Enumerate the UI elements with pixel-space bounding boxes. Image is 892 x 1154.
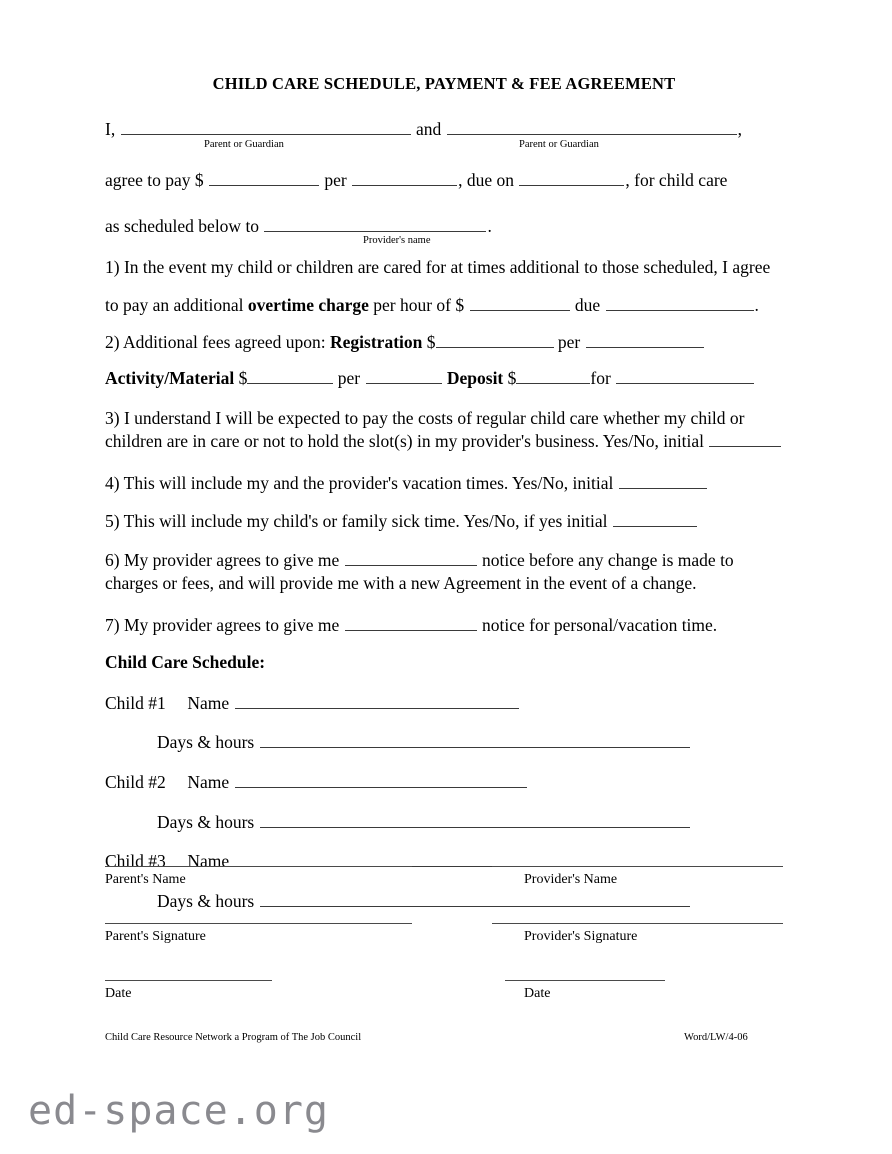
clause-7-pre: My provider agrees to give me xyxy=(123,614,340,635)
registration-per-label: per xyxy=(557,332,581,353)
clause-4-number: 4) xyxy=(105,473,120,493)
clause-4 xyxy=(105,472,785,493)
child-3-name-input[interactable] xyxy=(235,850,527,867)
deposit-for-input[interactable] xyxy=(616,367,754,384)
clause-1-mid: per hour of $ xyxy=(373,294,465,315)
provider-name-label: Provider's Name xyxy=(524,872,618,887)
registration-dollar: $ xyxy=(426,332,436,353)
intro-line xyxy=(105,118,785,150)
watermark: ed-space.org xyxy=(28,1088,329,1134)
clause-7-number: 7) xyxy=(105,614,120,635)
registration-period-input[interactable] xyxy=(586,331,704,348)
child-1-name-row xyxy=(105,692,785,713)
schedule-heading: Child Care Schedule: xyxy=(105,652,266,673)
overtime-rate-input[interactable] xyxy=(470,294,570,311)
clause-1-due: due xyxy=(574,294,601,315)
provider-label: as scheduled below to xyxy=(105,216,260,237)
clause-1-overtime-charge: overtime charge xyxy=(247,294,369,315)
provider-line-period: . xyxy=(487,216,492,237)
provider-signature-input[interactable] xyxy=(492,923,783,924)
clause-3-number: 3) xyxy=(105,408,120,429)
clause-4-initial-input[interactable] xyxy=(619,472,707,489)
child-3-days-label: Days & hours xyxy=(157,890,255,911)
clause-3-initial-input[interactable] xyxy=(709,430,781,447)
clause-3-line1: I understand I will be expected to pay the costs of regular child care whether my child or xyxy=(123,408,745,429)
child-3-days-input[interactable] xyxy=(260,890,690,907)
intro-conjunction: and xyxy=(415,119,442,140)
clause-3 xyxy=(105,407,785,453)
deposit-amount-input[interactable] xyxy=(516,367,590,384)
clause-2-pre: Additional fees agreed upon: xyxy=(123,332,326,353)
child-2-name-row xyxy=(105,771,785,792)
activity-dollar: $ xyxy=(238,367,248,388)
page-title: CHILD CARE SCHEDULE, PAYMENT & FEE AGREEMENT xyxy=(212,74,676,93)
clause-2-registration-label: Registration xyxy=(330,332,423,353)
payment-label-per: per xyxy=(324,169,347,190)
child-2-days-row xyxy=(105,811,785,832)
child-1-label: Child #1 xyxy=(105,692,166,713)
child-1-name-input[interactable] xyxy=(235,692,519,709)
clause-2-number: 2) xyxy=(105,332,120,353)
payment-line xyxy=(105,169,785,190)
caption-parent-guardian-1: Parent or Guardian xyxy=(204,139,284,150)
clause-1-pre: to pay an additional xyxy=(105,294,244,315)
clause-6 xyxy=(105,549,785,595)
footer-organization: Child Care Resource Network a Program of The Job Council xyxy=(105,1032,362,1043)
payment-label-due-on: , due on xyxy=(458,169,515,190)
child-3-name-row xyxy=(105,850,785,871)
provider-signature-label: Provider's Signature xyxy=(524,929,638,944)
intro-trailing-comma: , xyxy=(737,119,742,140)
clause-1-number: 1) xyxy=(105,256,120,277)
child-2-name-input[interactable] xyxy=(235,771,527,788)
clause-6-pre: My provider agrees to give me xyxy=(123,550,340,571)
child-2-label: Child #2 xyxy=(105,772,166,793)
child-1-name-label: Name xyxy=(187,692,230,713)
clause-5-text: This will include my child's or family sick time. Yes/No, if yes initial xyxy=(123,510,608,531)
parent-guardian-2-input[interactable] xyxy=(447,118,737,135)
child-3-days-row xyxy=(105,890,785,911)
provider-line xyxy=(105,215,785,247)
child-3-name-label: Name xyxy=(187,851,230,872)
caption-parent-guardian-2: Parent or Guardian xyxy=(519,139,599,150)
parent-name-input[interactable] xyxy=(105,866,412,867)
clause-1 xyxy=(105,256,785,279)
child-1-days-row xyxy=(105,731,785,752)
clause-6-notice-input[interactable] xyxy=(345,549,477,566)
child-1-days-label: Days & hours xyxy=(157,732,255,753)
clause-1-end: . xyxy=(754,294,759,315)
overtime-due-input[interactable] xyxy=(606,294,754,311)
parent-date-label: Date xyxy=(105,986,132,1001)
clause-6-number: 6) xyxy=(105,550,120,571)
deposit-dollar: $ xyxy=(507,367,517,388)
child-2-days-input[interactable] xyxy=(260,811,690,828)
provider-name-input[interactable] xyxy=(264,215,486,232)
child-3-label: Child #3 xyxy=(105,851,166,872)
activity-period-input[interactable] xyxy=(366,367,442,384)
child-1-days-input[interactable] xyxy=(260,731,690,748)
deposit-for-label: for xyxy=(590,367,611,388)
footer-document-code: Word/LW/4-06 xyxy=(684,1032,748,1043)
clause-4-text: This will include my and the provider's vacation times. Yes/No, initial xyxy=(123,473,614,493)
clause-5-initial-input[interactable] xyxy=(613,510,697,527)
document-body xyxy=(105,0,785,910)
parent-guardian-1-input[interactable] xyxy=(121,118,411,135)
payment-due-date-input[interactable] xyxy=(519,169,624,186)
clause-1-line2 xyxy=(105,294,785,315)
parent-signature-label: Parent's Signature xyxy=(105,929,206,944)
clause-7 xyxy=(105,614,785,635)
deposit-label: Deposit xyxy=(446,367,504,388)
clause-2-registration xyxy=(105,331,785,352)
activity-material-label: Activity/Material xyxy=(105,367,235,388)
clause-5 xyxy=(105,510,785,531)
clause-5-number: 5) xyxy=(105,510,120,531)
payment-label-end: , for child care xyxy=(625,169,728,190)
clause-2-activity xyxy=(105,367,785,388)
payment-amount-input[interactable] xyxy=(209,169,319,186)
child-2-name-label: Name xyxy=(187,772,230,793)
provider-date-label: Date xyxy=(524,986,551,1001)
intro-lead: I, xyxy=(105,119,116,140)
parent-signature-input[interactable] xyxy=(105,923,412,924)
payment-frequency-input[interactable] xyxy=(352,169,457,186)
activity-per-label: per xyxy=(337,367,361,388)
payment-label-1: agree to pay $ xyxy=(105,169,204,190)
clause-7-notice-input[interactable] xyxy=(345,614,477,631)
clause-6-line2: charges or fees, and will provide me with a new Agreement in the event of a change. xyxy=(105,572,697,593)
clause-3-line2: children are in care or not to hold the slot(s) in my provider's business. Yes/No, initial xyxy=(105,431,705,452)
parent-name-label: Parent's Name xyxy=(105,872,186,887)
provider-date-input[interactable] xyxy=(505,980,665,981)
clause-1-line1: In the event my child or children are cared for at times additional to those scheduled, I agree xyxy=(123,256,771,277)
activity-amount-input[interactable] xyxy=(247,367,333,384)
caption-provider-name: Provider's name xyxy=(363,235,431,247)
clause-7-post: notice for personal/vacation time. xyxy=(481,614,718,635)
provider-name-signature-input[interactable] xyxy=(492,866,783,867)
registration-amount-input[interactable] xyxy=(436,331,554,348)
child-2-days-label: Days & hours xyxy=(157,811,255,832)
parent-date-input[interactable] xyxy=(105,980,272,981)
clause-6-post: notice before any change is made to xyxy=(481,550,734,571)
